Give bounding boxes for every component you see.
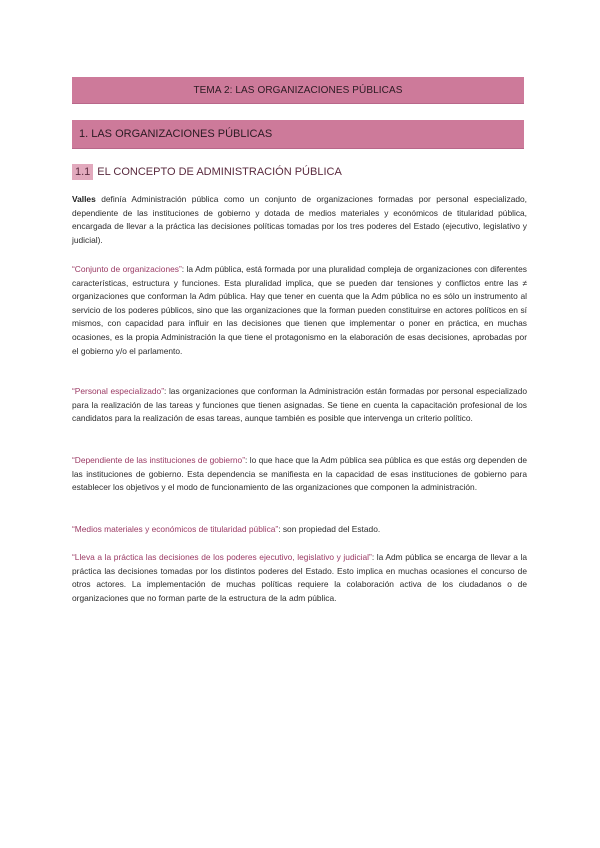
chapter-title-banner: [72, 77, 524, 104]
subsection-title: EL CONCEPTO DE ADMINISTRACIÓN PÚBLICA: [97, 166, 342, 178]
paragraph-text: : son propiedad del Estado.: [278, 524, 381, 534]
paragraph-conjunto: [72, 263, 527, 358]
section-heading: 1. LAS ORGANIZACIONES PÚBLICAS: [79, 128, 273, 140]
section-heading-banner: [72, 120, 524, 149]
paragraph-dependiente: [72, 454, 527, 495]
paragraph-lleva: [72, 551, 527, 605]
paragraph-text: definía Administración pública como un conjunto de organizaciones formadas por personal especializado, dependiente de las instituciones de gobierno y dotada de medios materiales y económicos de titularidad pública, encargada de llevar a la práctica las decisiones políticas tomadas por los tres poderes del Estado (ejecutivo, legislativo y judicial).: [72, 194, 527, 245]
paragraph-lead-term: “Medios materiales y económicos de titularidad pública”: [72, 524, 279, 534]
paragraph-text: : las organizaciones que conforman la Administración están formadas por personal especializado para la realización de las tareas y funciones que tienen asignadas. Se tiene en cuenta la capacitación profesional de los candidatos para la realización de esas tareas, aunque también es posible que intervenga un criterio político.: [72, 386, 527, 424]
paragraph-text: : la Adm pública, está formada por una pluralidad compleja de organizaciones con diferentes características, estructura y funciones. Esta pluralidad implica, que se pueden dar tensiones y conflictos entre las ≠ organizaciones que conforman la Adm pública. Hay que tener en cuenta que la Adm pública no es sólo un instrumento al servicio de los poderes públicos, sino que las organizaciones que la forman pueden constituirse en actores políticos en sí mismos, con capacidad para influir en las decisiones que tienen que implementar o poner en práctica, en muchas ocasiones, es la propia Administración la que tiene el protagonismo en la elaboración de esas decisiones, aprobadas por el gobierno y/o el parlamento.: [72, 264, 527, 356]
paragraph-bold-term: Valles: [72, 194, 96, 204]
paragraph-text: : lo que hace que la Adm pública sea pública es que estás org dependen de las instituciones de gobierno. Esta dependencia se manifiesta en la capacidad de esas instituciones de gobierno para establecer los objetivos y el modo de funcionamiento de las organizaciones que componen la administración.: [72, 455, 528, 493]
subsection-number: 1.1: [72, 164, 93, 180]
paragraph-text: : la Adm pública se encarga de llevar a la práctica las decisiones tomadas por los distintos poderes del Estado. Esto implica en muchas ocasiones el concurso de otros actores. La implementación de muchas políticas requiere la colaboración activa de los ciudadanos o de organizaciones que no forman parte de la estructura de la adm pública.: [72, 552, 527, 603]
paragraph-personal: [72, 385, 527, 426]
paragraph-lead-term: “Lleva a la práctica las decisiones de los poderes ejecutivo, legislativo y judicial”: [72, 552, 372, 562]
paragraph-lead-term: “Conjunto de organizaciones”: [72, 264, 182, 274]
paragraph-medios: [72, 523, 527, 537]
subsection-heading: [72, 164, 342, 180]
paragraph-definition: [72, 193, 527, 247]
chapter-title: TEMA 2: LAS ORGANIZACIONES PÚBLICAS: [193, 85, 403, 96]
paragraph-lead-term: “Personal especializado”: [72, 386, 164, 396]
paragraph-lead-term: “Dependiente de las instituciones de gobierno”: [72, 455, 245, 465]
